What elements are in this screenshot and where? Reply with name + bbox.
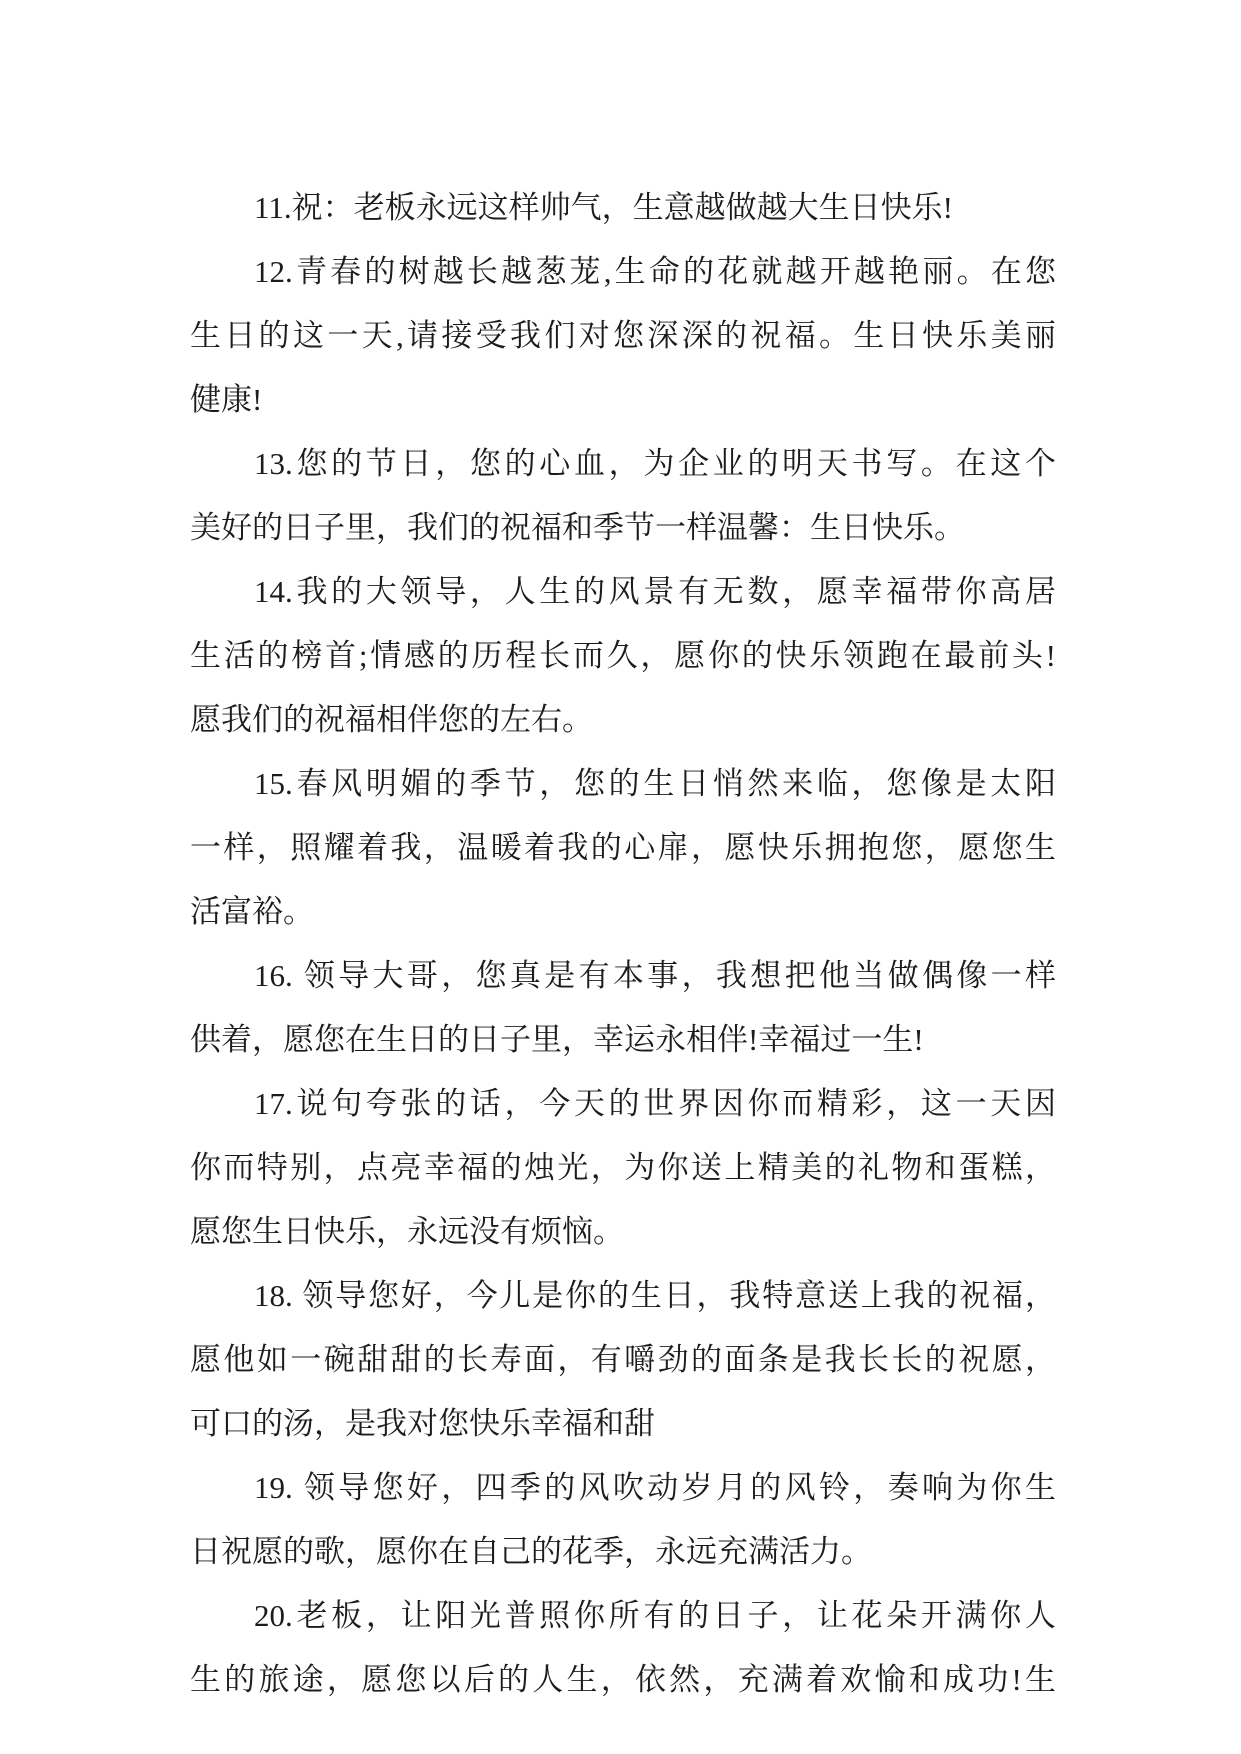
paragraph-line: 日祝愿的歌，愿你在自己的花季，永远充满活力。 — [190, 1534, 872, 1569]
paragraph-line: 可口的汤，是我对您快乐幸福和甜 — [190, 1406, 655, 1441]
paragraph-line: 11.祝：老板永远这样帅气，生意越做越大生日快乐! — [254, 190, 953, 225]
paragraph-13 — [190, 432, 1056, 560]
paragraph-12 — [190, 240, 1056, 432]
paragraph-16 — [190, 944, 1056, 1072]
paragraph-line: 17.说句夸张的话，今天的世界因你而精彩，这一天因 — [254, 1086, 1056, 1121]
paragraph-line: 18. 领导您好，今儿是你的生日，我特意送上我的祝福， — [254, 1278, 1056, 1313]
paragraph-line: 生的旅途，愿您以后的人生，依然，充满着欢愉和成功!生 — [190, 1662, 1056, 1697]
paragraph-line: 活富裕。 — [190, 894, 314, 929]
paragraph-line: 生日的这一天,请接受我们对您深深的祝福。生日快乐美丽 — [190, 318, 1056, 353]
paragraph-line: 愿我们的祝福相伴您的左右。 — [190, 702, 593, 737]
paragraph-19 — [190, 1456, 1056, 1584]
paragraph-line: 愿他如一碗甜甜的长寿面，有嚼劲的面条是我长长的祝愿， — [190, 1342, 1056, 1377]
paragraph-11 — [190, 176, 1056, 240]
paragraph-20 — [190, 1584, 1056, 1712]
paragraph-line: 13.您的节日，您的心血，为企业的明天书写。在这个 — [254, 446, 1056, 481]
paragraph-line: 美好的日子里，我们的祝福和季节一样温馨：生日快乐。 — [190, 510, 965, 545]
paragraph-17 — [190, 1072, 1056, 1264]
paragraph-15 — [190, 752, 1056, 944]
paragraph-line: 供着，愿您在生日的日子里，幸运永相伴!幸福过一生! — [190, 1022, 924, 1057]
paragraph-14 — [190, 560, 1056, 752]
paragraph-line: 14.我的大领导，人生的风景有无数，愿幸福带你高居 — [254, 574, 1056, 609]
paragraph-line: 愿您生日快乐，永远没有烦恼。 — [190, 1214, 624, 1249]
paragraph-18 — [190, 1264, 1056, 1456]
paragraph-line: 19. 领导您好，四季的风吹动岁月的风铃，奏响为你生 — [254, 1470, 1056, 1505]
paragraph-line: 生活的榜首;情感的历程长而久，愿你的快乐领跑在最前头! — [190, 638, 1056, 673]
paragraph-line: 20.老板，让阳光普照你所有的日子，让花朵开满你人 — [254, 1598, 1056, 1633]
paragraph-line: 15.春风明媚的季节，您的生日悄然来临，您像是太阳 — [254, 766, 1056, 801]
paragraph-line: 12.青春的树越长越葱茏,生命的花就越开越艳丽。在您 — [254, 254, 1056, 289]
paragraph-line: 你而特别，点亮幸福的烛光，为你送上精美的礼物和蛋糕， — [190, 1150, 1056, 1185]
paragraph-line: 16. 领导大哥，您真是有本事，我想把他当做偶像一样 — [254, 958, 1056, 993]
paragraph-line: 一样，照耀着我，温暖着我的心扉，愿快乐拥抱您，愿您生 — [190, 830, 1056, 865]
document-body — [190, 176, 1056, 1712]
paragraph-line: 健康! — [190, 382, 263, 417]
